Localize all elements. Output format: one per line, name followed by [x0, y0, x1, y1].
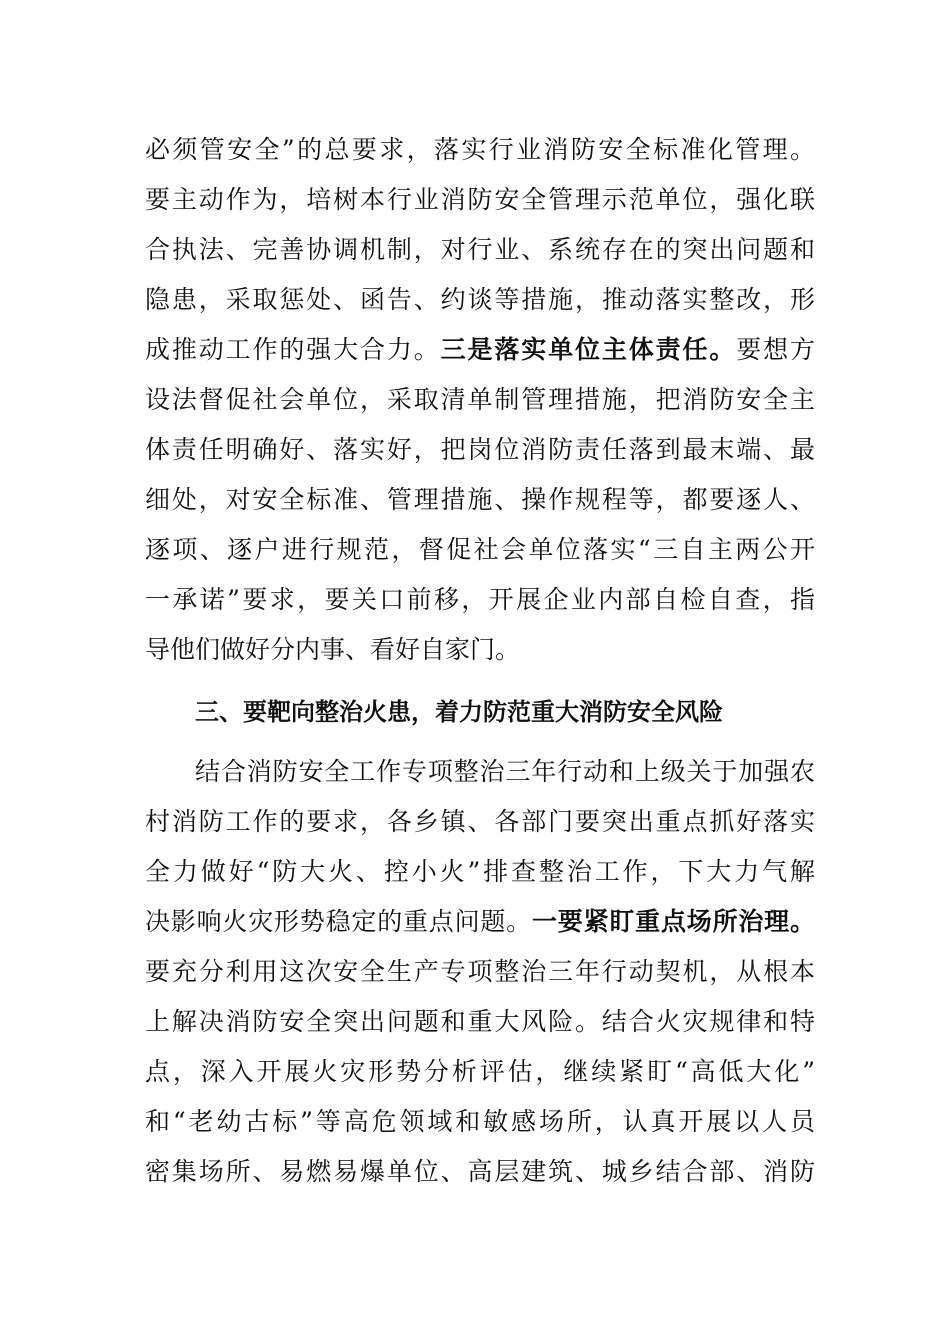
bold-emphasis: 三是落实单位主体责任。	[440, 335, 737, 364]
text-line: 点，深入开展火灾形势分析评估，继续紧盯“高低大化”	[145, 1057, 815, 1086]
text-line: 设法督促社会单位，采取清单制管理措施，把消防安全主	[145, 385, 815, 414]
text-line	[145, 324, 815, 376]
text-line: 导他们做好分内事、看好自家门。	[145, 635, 521, 664]
text-line: 必须管安全”的总要求，落实行业消防安全标准化管理。	[145, 135, 815, 164]
text-line: 村消防工作的要求，各乡镇、各部门要突出重点抓好落实	[145, 807, 815, 836]
text-line: 一承诺”要求，要关口前移，开展企业内部自检自查，指	[145, 585, 815, 614]
text-line: 结合消防安全工作专项整治三年行动和上级关于加强农	[195, 757, 815, 786]
text-line: 细处，对安全标准、管理措施、操作规程等，都要逐人、	[145, 485, 815, 514]
text-line: 体责任明确好、落实好，把岗位消防责任落到最末端、最	[145, 435, 815, 464]
text-line: 要充分利用这次安全生产专项整治三年行动契机，从根本	[145, 957, 815, 986]
text-line: 上解决消防安全突出问题和重大风险。结合火灾规律和特	[145, 1007, 815, 1036]
section-heading: 三、要靶向整治火患，着力防范重大消防安全风险	[195, 698, 723, 726]
text-line	[145, 896, 815, 948]
text-line: 逐项、逐户进行规范，督促社会单位落实“三自主两公开	[145, 535, 815, 564]
text-line: 合执法、完善协调机制，对行业、系统存在的突出问题和	[145, 235, 815, 264]
text-line: 隐患，采取惩处、函告、约谈等措施，推动落实整改，形	[145, 285, 815, 314]
text-line: 密集场所、易燃易爆单位、高层建筑、城乡结合部、消防	[145, 1157, 815, 1186]
bold-emphasis: 一要紧盯重点场所治理。	[531, 907, 815, 936]
text-line: 全力做好“防大火、控小火”排查整治工作，下大力气解	[145, 857, 815, 886]
text-line: 和“老幼古标”等高危领域和敏感场所，认真开展以人员	[145, 1107, 815, 1136]
text-span: 成推动工作的强大合力。	[145, 335, 441, 364]
text-span: 决影响火灾形势稳定的重点问题。	[145, 907, 532, 936]
text-span: 要想方	[736, 335, 815, 364]
text-line: 要主动作为，培树本行业消防安全管理示范单位，强化联	[145, 185, 815, 214]
